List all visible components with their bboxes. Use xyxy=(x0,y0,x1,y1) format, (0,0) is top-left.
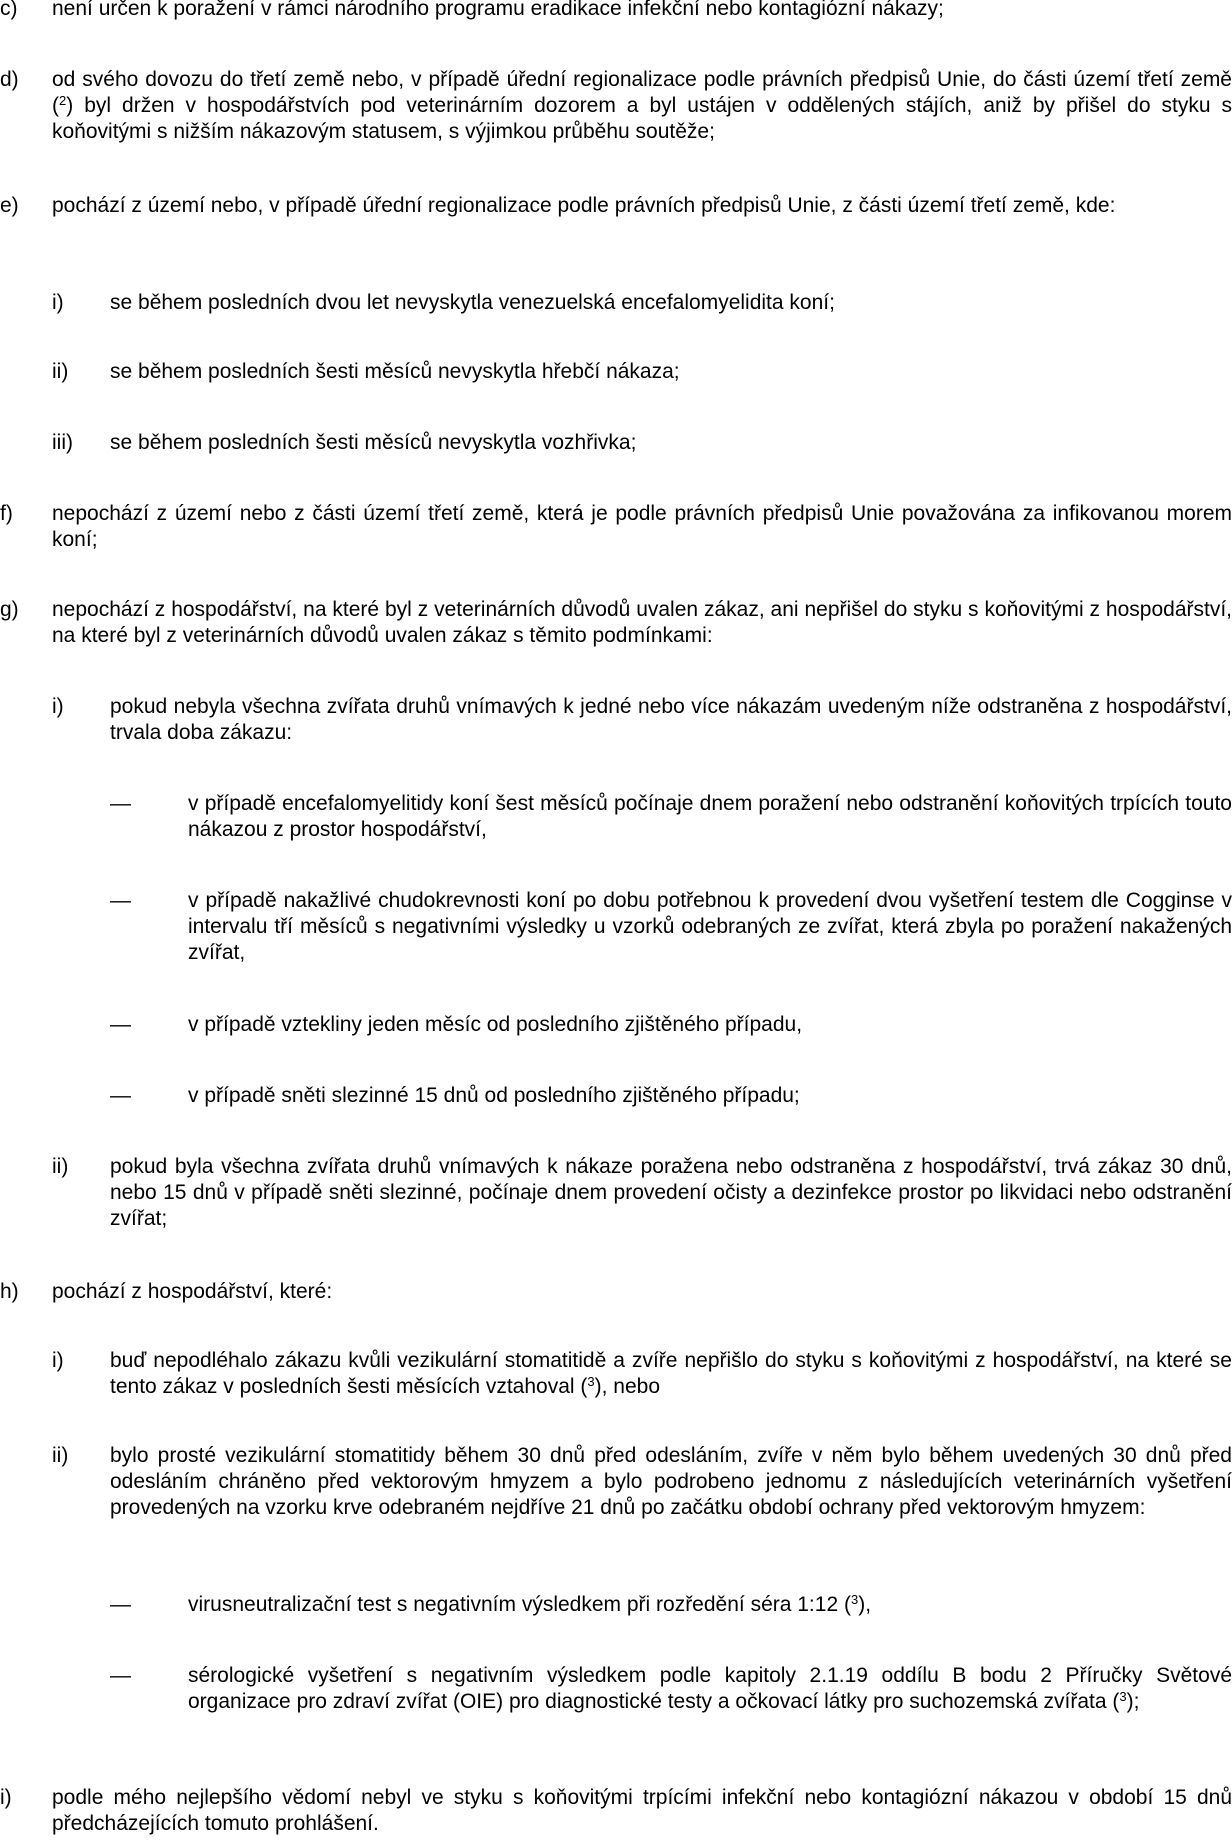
paragraph-g-dash-2-text: v případě nakažlivé chudokrevnosti koní po dobu potřebnou k provedení dvou vyšetření testem dle Cogginse v intervalu tří měsíců s negativními výsledky u vzorků odebraných ze zvířat, která zbyla po poražení nakažených zvířat, xyxy=(188,889,1232,964)
paragraph-f-label: f) xyxy=(0,502,13,525)
paragraph-h-dash-2-text xyxy=(188,1663,1232,1715)
footnote-ref-2: 2 xyxy=(59,93,67,108)
paragraph-g-item-ii-text: pokud byla všechna zvířata druhů vnímavých k nákaze poražena nebo odstraněna z hospodářství, trvá zákaz 30 dnů, nebo 15 dnů v případě sněti slezinné, počínaje dnem provedení očisty a dezinfekce prostor po likvidaci nebo odstranění zvířat; xyxy=(110,1155,1232,1230)
paragraph-g-dash-1-text: v případě encefalomyelitidy koní šest měsíců počínaje dnem poražení nebo odstranění koňovitých trpících touto nákazou z prostor hospodářství, xyxy=(188,792,1232,841)
paragraph-d-label: d) xyxy=(0,68,19,91)
paragraph-e-item-iii-text: se během posledních šesti měsíců nevyskytla vozhřivka; xyxy=(110,431,637,454)
paragraph-d-text-b: ) byl držen v hospodářstvích pod veterinárním dozorem a byl ustájen v oddělených stájích, aniž by přišel do styku s koňovitými s nižším nákazovým statusem, s výjimkou průběhu soutěže; xyxy=(52,94,1232,143)
paragraph-g-label: g) xyxy=(0,598,19,621)
paragraph-h-dash-2-text-b: ); xyxy=(1126,1690,1140,1713)
paragraph-g-text: nepochází z hospodářství, na které byl z veterinárních důvodů uvalen zákaz, ani nepřišel do styku s koňovitými z hospodářství, na které byl z veterinárních důvodů uvalen zákaz s těmito podmínkami: xyxy=(52,598,1232,647)
dash-marker: — xyxy=(110,1084,131,1107)
paragraph-e-item-ii-label: ii) xyxy=(52,360,69,383)
footnote-ref-3: 3 xyxy=(1119,1689,1127,1704)
dash-marker: — xyxy=(110,1013,131,1036)
paragraph-h-text: pochází z hospodářství, které: xyxy=(52,1280,333,1303)
paragraph-i-text: podle mého nejlepšího vědomí nebyl ve styku s koňovitými trpícími infekční nebo kontagiózní nákazou v období 15 dnů předcházejících tomuto prohlášení. xyxy=(52,1786,1232,1835)
dash-marker: — xyxy=(110,792,131,815)
paragraph-c-text: není určen k poražení v rámci národního programu eradikace infekční nebo kontagiózní nákazy; xyxy=(52,0,944,20)
paragraph-g-dash-4-text: v případě sněti slezinné 15 dnů od posledního zjištěného případu; xyxy=(188,1084,800,1107)
footnote-ref-3: 3 xyxy=(587,1374,595,1389)
paragraph-d-text xyxy=(52,67,1232,145)
paragraph-e-label: e) xyxy=(0,194,19,217)
paragraph-i-label: i) xyxy=(0,1786,12,1809)
paragraph-h-item-i-text-a: buď nepodléhalo zákazu kvůli vezikulární stomatitidě a zvíře nepřišlo do styku s koňovitými z hospodářství, na které se tento zákaz v posledních šesti měsících vztahoval ( xyxy=(110,1349,1232,1398)
paragraph-g-item-i-text: pokud nebyla všechna zvířata druhů vnímavých k jedné nebo více nákazám uvedeným níže odstraněna z hospodářství, trvala doba zákazu: xyxy=(110,695,1232,744)
paragraph-h-label: h) xyxy=(0,1280,19,1303)
paragraph-h-item-ii-text: bylo prosté vezikulární stomatitidy během 30 dnů před odesláním, zvíře v něm bylo během uvedených 30 dnů před odesláním chráněno před vektorovým hmyzem a bylo podrobeno jednomu z následujících veterinárních vyšetření provedených na vzorku krve odebraném nejdříve 21 dnů po začátku období ochrany před vektorovým hmyzem: xyxy=(110,1444,1232,1519)
paragraph-h-dash-1-text xyxy=(188,1592,1232,1618)
paragraph-g-item-ii-label: ii) xyxy=(52,1155,69,1178)
paragraph-d-text-a: od svého dovozu do třetí země nebo, v případě úřední regionalizace podle právních předpisů Unie, do části území třetí země ( xyxy=(52,68,1232,117)
paragraph-h-dash-1-text-b: ), xyxy=(858,1593,872,1616)
dash-marker: — xyxy=(110,1664,131,1687)
paragraph-h-dash-1-text-a: virusneutralizační test s negativním výsledkem při rozředění séra 1:12 ( xyxy=(188,1593,851,1616)
paragraph-e-text: pochází z území nebo, v případě úřední regionalizace podle právních předpisů Unie, z části území třetí země, kde: xyxy=(52,194,1116,217)
paragraph-f-text: nepochází z území nebo z části území třetí země, která je podle právních předpisů Unie považována za infikovanou morem koní; xyxy=(52,502,1232,551)
paragraph-g-dash-3-text: v případě vztekliny jeden měsíc od posledního zjištěného případu, xyxy=(188,1013,803,1036)
paragraph-c-label: c) xyxy=(0,0,18,20)
footnote-ref-3: 3 xyxy=(850,1592,859,1607)
paragraph-h-item-ii-label: ii) xyxy=(52,1444,69,1467)
dash-marker: — xyxy=(110,1593,131,1616)
paragraph-e-item-ii-text: se během posledních šesti měsíců nevyskytla hřebčí nákaza; xyxy=(110,360,680,383)
paragraph-h-item-i-text xyxy=(110,1348,1232,1400)
paragraph-e-item-i-label: i) xyxy=(52,291,64,314)
paragraph-e-item-iii-label: iii) xyxy=(52,431,73,454)
paragraph-h-item-i-text-b: ), nebo xyxy=(594,1375,661,1398)
paragraph-e-item-i-text: se během posledních dvou let nevyskytla venezuelská encefalomyelidita koní; xyxy=(110,291,835,314)
paragraph-h-item-i-label: i) xyxy=(52,1349,64,1372)
dash-marker: — xyxy=(110,889,131,912)
paragraph-g-item-i-label: i) xyxy=(52,695,64,718)
paragraph-h-dash-2-text-a: sérologické vyšetření s negativním výsledkem podle kapitoly 2.1.19 oddílu B bodu 2 Příručky Světové organizace pro zdraví zvířat (OIE) pro diagnostické testy a očkovací látky pro suchozemská zvířata ( xyxy=(188,1664,1232,1713)
